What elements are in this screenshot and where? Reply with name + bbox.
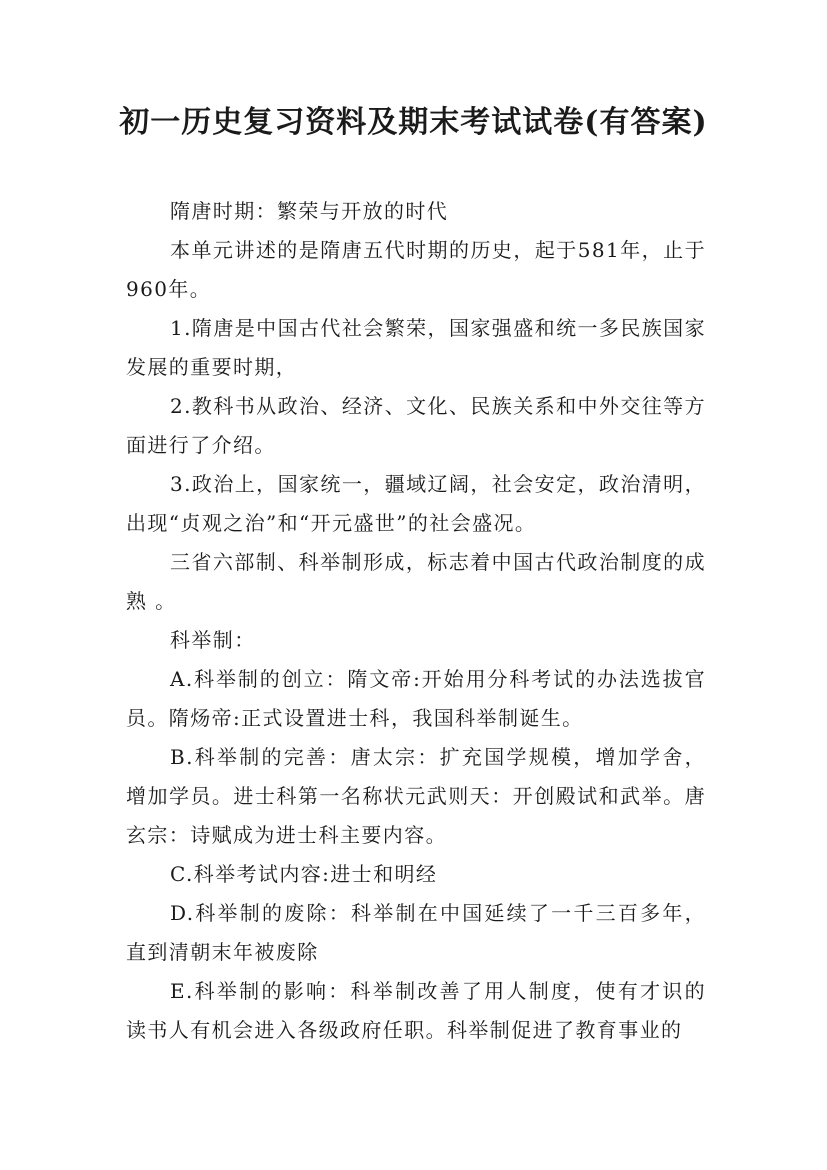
- page-title: 初一历史复习资料及期末考试试卷(有答案): [119, 105, 708, 140]
- paragraph-keju-e: E.科举制的影响：科举制改善了用人制度，使有才识的读书人有机会进入各级政府任职。科举制促进了教育事业的: [126, 979, 706, 1042]
- paragraph-point-1: 1.隋唐是中国古代社会繁荣，国家强盛和统一多民族国家发展的重要时期，: [126, 316, 706, 379]
- paragraph-keju-heading: 科举制：: [170, 628, 256, 652]
- paragraph-keju-d: D.科举制的废除：科举制在中国延续了一千三百多年，直到清朝末年被废除: [126, 901, 706, 964]
- document-body: [126, 192, 706, 1050]
- paragraph-keju-c: C.科举考试内容:进士和明经: [170, 862, 438, 886]
- paragraph-political-system: 三省六部制、科举制形成，标志着中国古代政治制度的成熟 。: [126, 550, 706, 613]
- paragraph-point-3: 3.政治上，国家统一，疆域辽阔，社会安定，政治清明，出现“贞观之治”和“开元盛世”的社会盛况。: [126, 472, 706, 535]
- paragraph-keju-a: A.科举制的创立：隋文帝:开始用分科考试的办法选拔官员。隋炀帝:正式设置进士科，我国科举制诞生。: [126, 667, 706, 730]
- paragraph-section-heading: 隋唐时期：繁荣与开放的时代: [170, 199, 449, 223]
- paragraph-unit-intro: 本单元讲述的是隋唐五代时期的历史，起于581年，止于960年。: [126, 238, 706, 301]
- paragraph-keju-b: B.科举制的完善：唐太宗：扩充国学规模，增加学舍，增加学员。进士科第一名称状元武则天：开创殿试和武举。唐玄宗：诗赋成为进士科主要内容。: [126, 745, 706, 847]
- paragraph-point-2: 2.教科书从政治、经济、文化、民族关系和中外交往等方面进行了介绍。: [126, 394, 706, 457]
